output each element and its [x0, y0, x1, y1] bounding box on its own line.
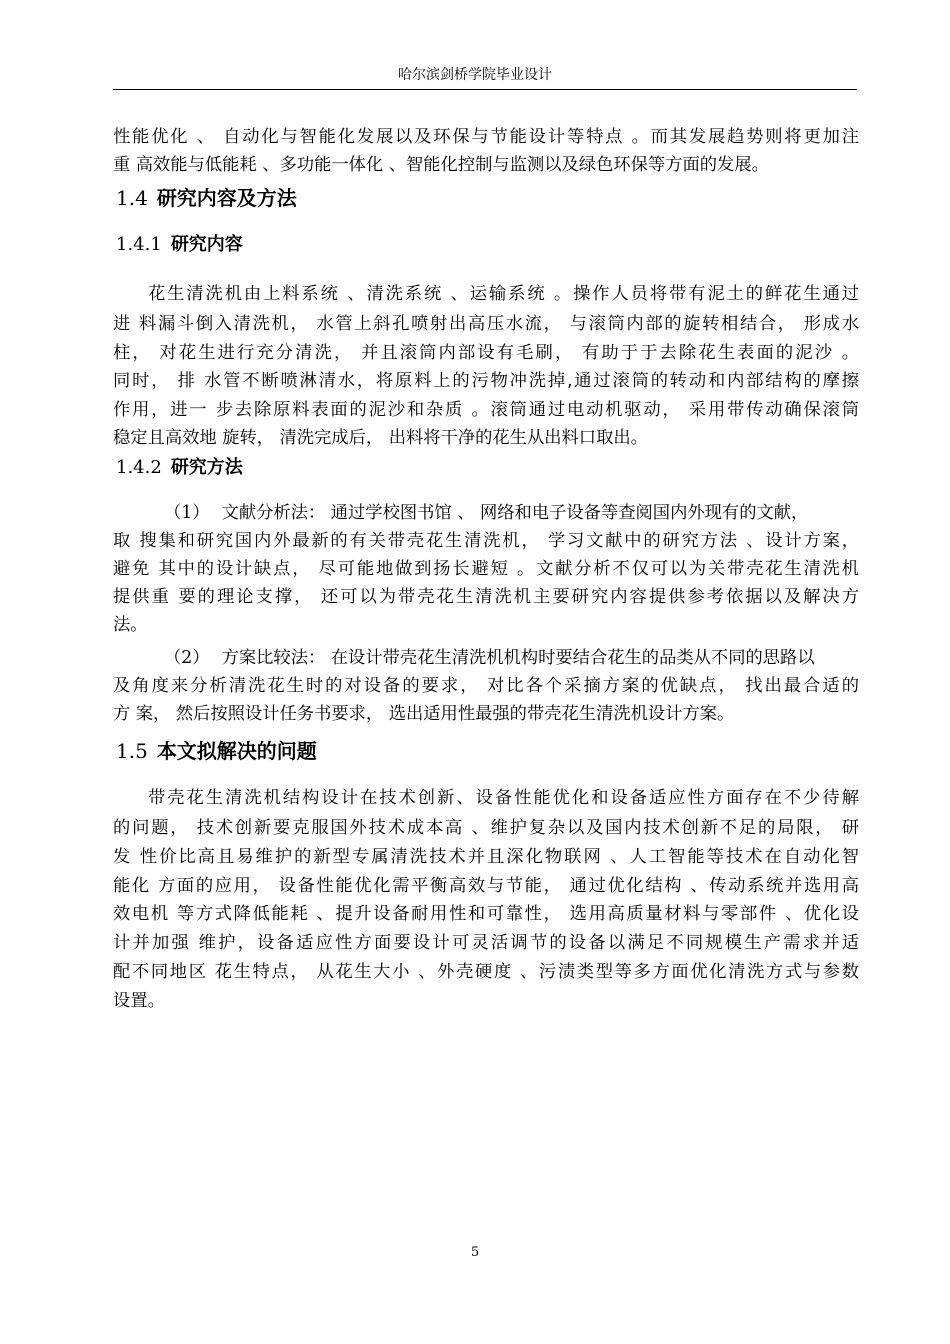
page-number: 5	[470, 1245, 480, 1260]
section-heading-1-5	[116, 737, 317, 765]
list-item-2-first-line	[164, 645, 859, 671]
paragraph-line: 性能优化 、 自动化与智能化发展以及环保与节能设计等特点 。而其发展趋势则将更加注	[113, 127, 859, 147]
paragraph-line: 及角度来分析清洗花生时的对设备的要求， 对比各个采摘方案的优缺点， 找出最合适的	[113, 676, 859, 696]
list-item-number: （1）	[164, 503, 210, 523]
list-item-text: 文献分析法： 通过学校图书馆 、 网络和电子设备等查阅国内外现有的文献，	[221, 503, 809, 523]
subsection-number: 1.4.1	[116, 234, 162, 255]
paragraph-line: 稳定且高效地 旋转， 清洗完成后， 出料将干净的花生从出料口取出。	[113, 428, 648, 448]
paragraph-line: 的问题， 技术创新要克服国外技术成本高 、维护复杂以及国内技术创新不足的局限， 研	[113, 818, 859, 838]
subsection-title: 研究内容	[170, 234, 243, 255]
subsection-number: 1.4.2	[116, 457, 162, 478]
paragraph-line: 同时， 排 水管不断喷淋清水，将原料上的污物冲洗掉,通过滚筒的转动和内部结构的摩擦	[113, 371, 859, 391]
section-title: 本文拟解决的问题	[156, 739, 317, 763]
subsection-heading-1-4-2	[116, 455, 243, 481]
list-item-1-first-line	[164, 500, 859, 526]
paragraph-line: 带壳花生清洗机结构设计在技术创新、设备性能优化和设备适应性方面存在不少待解	[148, 788, 859, 808]
paragraph-line: 方 案， 然后按照设计任务书要求， 选出适用性最强的带壳花生清洗机设计方案。	[113, 704, 735, 724]
paragraph-line: 避免 其中的设计缺点， 尽可能地做到扬长避短 。文献分析不仅可以为关带壳花生清洗机	[113, 559, 859, 579]
paragraph-line: 提供重 要的理论支撑， 还可以为带壳花生清洗机主要研究内容提供参考依据以及解决方	[113, 587, 859, 607]
section-number: 1.4	[116, 186, 148, 210]
paragraph-line: 取 搜集和研究国内外最新的有关带壳花生清洗机， 学习文献中的研究方法 、设计方案，	[113, 531, 859, 551]
section-heading-1-4	[116, 184, 297, 212]
section-title: 研究内容及方法	[156, 186, 297, 210]
section-number: 1.5	[116, 739, 148, 763]
paragraph-line: 花生清洗机由上料系统 、清洗系统 、运输系统 。操作人员将带有泥土的鲜花生通过	[148, 284, 859, 304]
paragraph-line: 配不同地区 花生特点， 从花生大小 、外壳硬度 、污渍类型等多方面优化清洗方式与参数	[113, 962, 859, 982]
paragraph-line: 法。	[113, 615, 148, 635]
paragraph-line: 重 高效能与低能耗 、多功能一体化 、智能化控制与监测以及绿色环保等方面的发展。	[113, 155, 769, 175]
list-item-number: （2）	[164, 648, 210, 668]
paragraph-line: 设置。	[113, 991, 165, 1011]
paragraph-line: 效电机 等方式降低能耗 、提升设备耐用性和可靠性， 选用高质量材料与零部件 、优化设	[113, 904, 859, 924]
paragraph-line: 能化 方面的应用， 设备性能优化需平衡高效与节能， 通过优化结构 、传动系统并选用高	[113, 876, 859, 896]
list-item-text: 方案比较法： 在设计带壳花生清洗机机构时要结合花生的品类从不同的思路以	[221, 648, 815, 668]
header-divider	[113, 89, 857, 90]
paragraph-line: 作用，进一 步去除原料表面的泥沙和杂质 。滚筒通过电动机驱动， 采用带传动确保滚筒	[113, 400, 859, 420]
paragraph-line: 计并加强 维护，设备适应性方面要设计可灵活调节的设备以满足不同规模生产需求并适	[113, 933, 859, 953]
subsection-heading-1-4-1	[116, 232, 243, 258]
paragraph-line: 发 性价比高且易维护的新型专属清洗技术并且深化物联网 、人工智能等技术在自动化智	[113, 847, 859, 867]
subsection-title: 研究方法	[170, 457, 243, 478]
running-header: 哈尔滨剑桥学院毕业设计	[398, 67, 552, 83]
paragraph-line: 进 料漏斗倒入清洗机， 水管上斜孔喷射出高压水流， 与滚筒内部的旋转相结合， 形成水	[113, 314, 859, 334]
paragraph-line: 柱， 对花生进行充分清洗， 并且滚筒内部设有毛刷， 有助于于去除花生表面的泥沙 。	[113, 343, 859, 363]
